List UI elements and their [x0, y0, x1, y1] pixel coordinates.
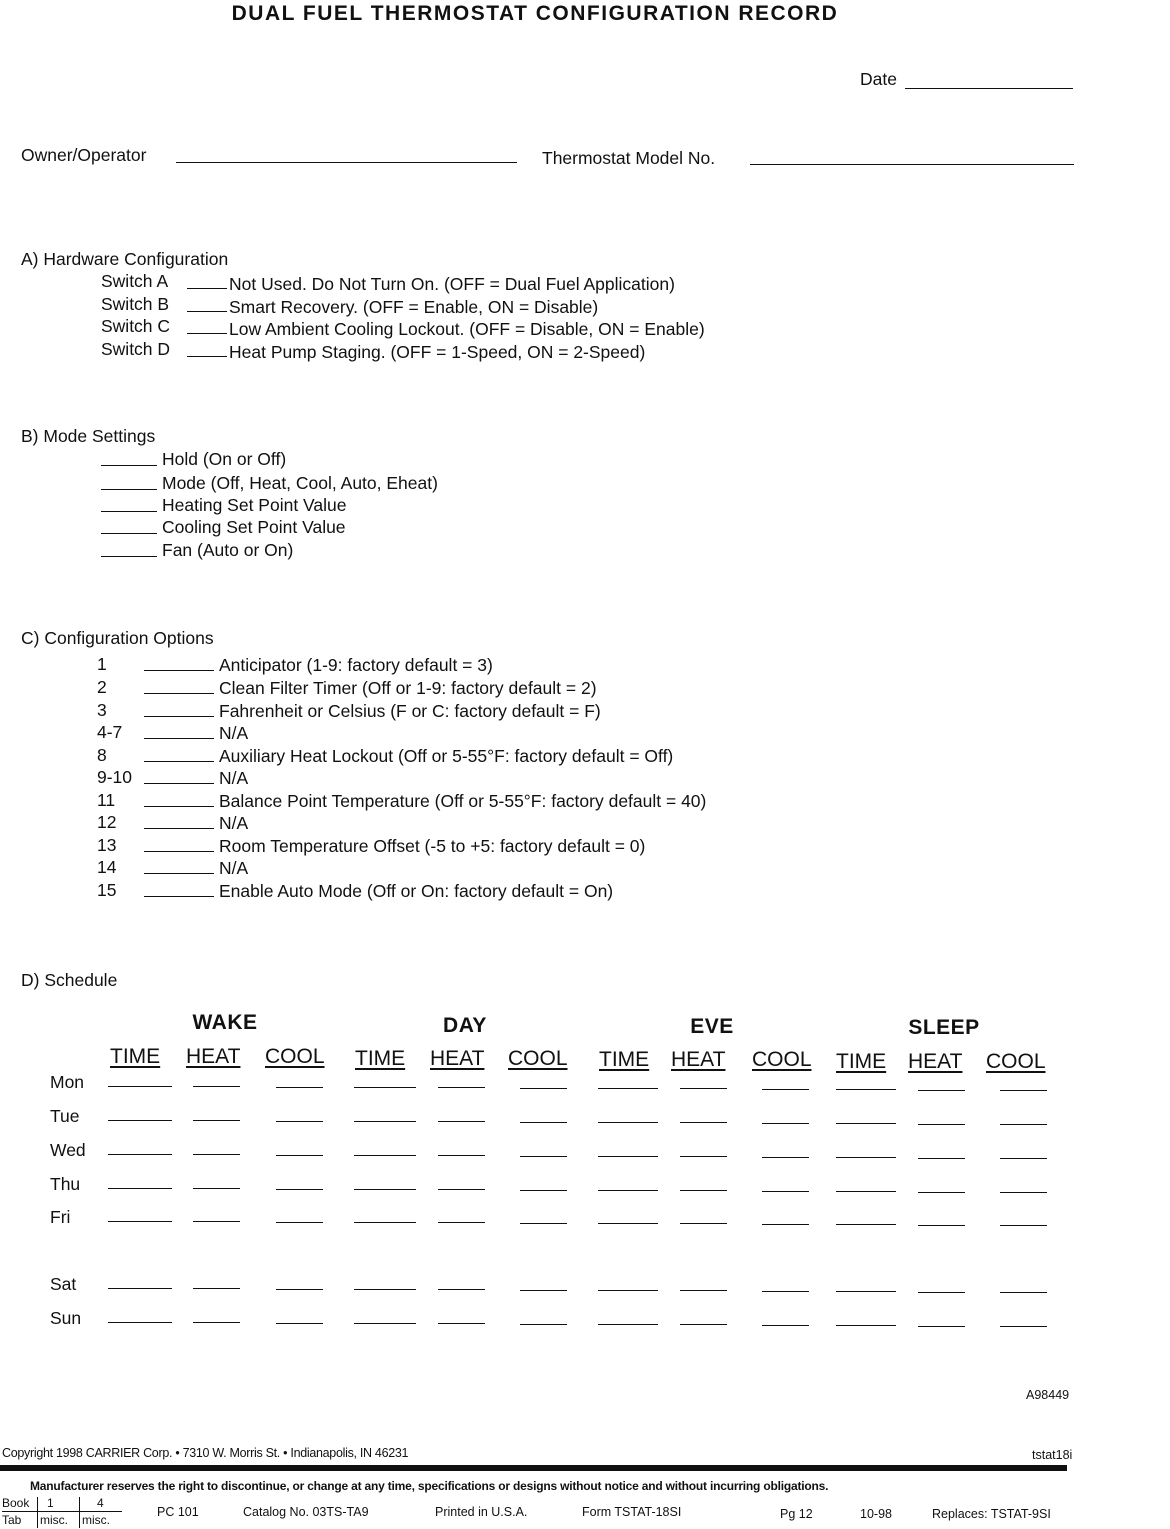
- mode-setting-field[interactable]: [101, 556, 157, 557]
- schedule-entry-field[interactable]: [1000, 1292, 1047, 1293]
- mode-setting-field[interactable]: [101, 533, 157, 534]
- schedule-entry-field[interactable]: [680, 1190, 727, 1191]
- schedule-entry-field[interactable]: [836, 1291, 896, 1292]
- schedule-entry-field[interactable]: [680, 1088, 727, 1089]
- model-label: Thermostat Model No.: [542, 148, 716, 168]
- schedule-entry-field[interactable]: [193, 1288, 240, 1289]
- page-number: Pg 12: [780, 1507, 813, 1521]
- schedule-period-eve: EVE: [690, 1015, 734, 1038]
- schedule-entry-field[interactable]: [762, 1157, 809, 1158]
- config-option-field[interactable]: [144, 806, 214, 807]
- config-option-number: 13: [97, 835, 117, 855]
- mode-setting-field[interactable]: [101, 465, 157, 466]
- config-option-description: Room Temperature Offset (-5 to +5: factory default = 0): [219, 836, 646, 856]
- schedule-entry-field[interactable]: [680, 1223, 727, 1224]
- schedule-entry-field[interactable]: [836, 1325, 896, 1326]
- schedule-entry-field[interactable]: [438, 1289, 485, 1290]
- schedule-entry-field[interactable]: [108, 1154, 172, 1155]
- schedule-entry-field[interactable]: [276, 1121, 323, 1122]
- schedule-period-day: DAY: [443, 1014, 487, 1037]
- schedule-period-wake: WAKE: [192, 1011, 258, 1034]
- mode-setting-description: Mode (Off, Heat, Cool, Auto, Eheat): [162, 473, 438, 493]
- config-option-number: 9-10: [97, 767, 133, 787]
- owner-field[interactable]: [176, 162, 517, 163]
- config-option-description: Enable Auto Mode (Off or On: factory default = On): [219, 881, 614, 901]
- mode-setting-description: Fan (Auto or On): [162, 540, 294, 560]
- schedule-entry-field[interactable]: [762, 1191, 809, 1192]
- switch-setting-field[interactable]: [187, 333, 227, 334]
- schedule-day-label: Wed: [50, 1140, 86, 1160]
- schedule-entry-field[interactable]: [193, 1188, 240, 1189]
- schedule-entry-field[interactable]: [520, 1290, 567, 1291]
- config-option-number: 8: [97, 745, 107, 765]
- config-option-field[interactable]: [144, 716, 214, 717]
- schedule-entry-field[interactable]: [354, 1222, 416, 1223]
- schedule-entry-field[interactable]: [836, 1089, 896, 1090]
- schedule-entry-field[interactable]: [354, 1121, 416, 1122]
- schedule-entry-field[interactable]: [680, 1156, 727, 1157]
- schedule-entry-field[interactable]: [354, 1087, 416, 1088]
- schedule-column-header: COOL: [265, 1045, 325, 1068]
- schedule-entry-field[interactable]: [276, 1323, 323, 1324]
- schedule-entry-field[interactable]: [762, 1224, 809, 1225]
- schedule-entry-field[interactable]: [108, 1188, 172, 1189]
- switch-label: Switch C: [101, 316, 171, 336]
- config-option-number: 14: [97, 857, 117, 877]
- book-tab-separator-2: [79, 1497, 80, 1528]
- schedule-column-header: HEAT: [908, 1050, 963, 1073]
- schedule-entry-field[interactable]: [1000, 1158, 1047, 1159]
- date-label: Date: [860, 69, 897, 89]
- schedule-column-header: TIME: [836, 1050, 887, 1073]
- copyright-text: Copyright 1998 CARRIER Corp. • 7310 W. Morris St. • Indianapolis, IN 46231: [2, 1446, 409, 1460]
- schedule-entry-field[interactable]: [598, 1088, 658, 1089]
- schedule-entry-field[interactable]: [108, 1288, 172, 1289]
- figure-id: A98449: [1026, 1388, 1070, 1402]
- schedule-entry-field[interactable]: [762, 1325, 809, 1326]
- schedule-entry-field[interactable]: [276, 1155, 323, 1156]
- schedule-day-label: Mon: [50, 1072, 85, 1092]
- config-option-description: N/A: [219, 723, 249, 743]
- schedule-entry-field[interactable]: [836, 1191, 896, 1192]
- schedule-entry-field[interactable]: [438, 1323, 485, 1324]
- schedule-entry-field[interactable]: [520, 1190, 567, 1191]
- schedule-entry-field[interactable]: [354, 1289, 416, 1290]
- schedule-day-label: Tue: [50, 1106, 80, 1126]
- config-option-field[interactable]: [144, 761, 214, 762]
- config-option-number: 4-7: [97, 722, 123, 742]
- switch-description: Heat Pump Staging. (OFF = 1-Speed, ON = 2-Speed): [229, 342, 646, 362]
- printed-in: Printed in U.S.A.: [435, 1505, 528, 1519]
- schedule-entry-field[interactable]: [598, 1324, 658, 1325]
- schedule-entry-field[interactable]: [918, 1225, 965, 1226]
- schedule-entry-field[interactable]: [918, 1326, 965, 1327]
- switch-label: Switch D: [101, 339, 171, 359]
- config-option-field[interactable]: [144, 693, 214, 694]
- mode-heading: B) Mode Settings: [21, 426, 156, 446]
- schedule-entry-field[interactable]: [193, 1322, 240, 1323]
- schedule-entry-field[interactable]: [918, 1124, 965, 1125]
- book-number-1: 1: [47, 1496, 54, 1510]
- switch-setting-field[interactable]: [187, 311, 227, 312]
- schedule-entry-field[interactable]: [836, 1224, 896, 1225]
- form-number: Form TSTAT-18SI: [582, 1505, 682, 1519]
- mode-setting-description: Heating Set Point Value: [162, 495, 347, 515]
- switch-setting-field[interactable]: [187, 288, 227, 289]
- schedule-entry-field[interactable]: [836, 1123, 896, 1124]
- schedule-entry-field[interactable]: [762, 1123, 809, 1124]
- config-option-number: 1: [97, 654, 107, 674]
- schedule-entry-field[interactable]: [762, 1291, 809, 1292]
- mode-setting-description: Cooling Set Point Value: [162, 517, 346, 537]
- book-label: Book: [2, 1496, 30, 1510]
- page-title: DUAL FUEL THERMOSTAT CONFIGURATION RECORD: [231, 2, 839, 25]
- schedule-entry-field[interactable]: [598, 1223, 658, 1224]
- schedule-entry-field[interactable]: [918, 1292, 965, 1293]
- config-option-field[interactable]: [144, 896, 214, 897]
- switch-setting-field[interactable]: [187, 356, 227, 357]
- schedule-entry-field[interactable]: [680, 1122, 727, 1123]
- schedule-entry-field[interactable]: [276, 1087, 323, 1088]
- schedule-entry-field[interactable]: [918, 1192, 965, 1193]
- schedule-entry-field[interactable]: [918, 1158, 965, 1159]
- config-heading: C) Configuration Options: [21, 628, 214, 648]
- schedule-day-label: Sun: [50, 1308, 82, 1328]
- schedule-entry-field[interactable]: [438, 1189, 485, 1190]
- schedule-entry-field[interactable]: [598, 1122, 658, 1123]
- schedule-entry-field[interactable]: [520, 1088, 567, 1089]
- catalog-number: Catalog No. 03TS-TA9: [243, 1505, 369, 1519]
- schedule-column-header: HEAT: [186, 1045, 241, 1068]
- config-option-description: N/A: [219, 858, 249, 878]
- schedule-entry-field[interactable]: [520, 1324, 567, 1325]
- schedule-entry-field[interactable]: [1000, 1326, 1047, 1327]
- schedule-entry-field[interactable]: [193, 1154, 240, 1155]
- schedule-entry-field[interactable]: [1000, 1225, 1047, 1226]
- schedule-column-header: HEAT: [430, 1047, 485, 1070]
- config-option-description: Fahrenheit or Celsius (F or C: factory default = F): [219, 701, 601, 721]
- schedule-column-header: TIME: [599, 1048, 650, 1071]
- schedule-entry-field[interactable]: [108, 1322, 172, 1323]
- config-option-description: N/A: [219, 813, 249, 833]
- config-option-field[interactable]: [144, 783, 214, 784]
- schedule-entry-field[interactable]: [1000, 1124, 1047, 1125]
- schedule-entry-field[interactable]: [762, 1089, 809, 1090]
- book-tab-separator-1: [37, 1497, 38, 1528]
- config-option-description: Clean Filter Timer (Off or 1-9: factory default = 2): [219, 678, 597, 698]
- schedule-entry-field[interactable]: [108, 1120, 172, 1121]
- tab-label: Tab: [2, 1513, 22, 1527]
- schedule-entry-field[interactable]: [193, 1120, 240, 1121]
- schedule-entry-field[interactable]: [680, 1290, 727, 1291]
- config-option-description: N/A: [219, 768, 249, 788]
- schedule-entry-field[interactable]: [520, 1156, 567, 1157]
- schedule-entry-field[interactable]: [438, 1121, 485, 1122]
- schedule-entry-field[interactable]: [354, 1323, 416, 1324]
- schedule-column-header: COOL: [752, 1048, 812, 1071]
- schedule-entry-field[interactable]: [680, 1324, 727, 1325]
- schedule-entry-field[interactable]: [598, 1290, 658, 1291]
- schedule-entry-field[interactable]: [108, 1221, 172, 1222]
- schedule-entry-field[interactable]: [108, 1086, 172, 1087]
- tab-misc-1: misc.: [40, 1513, 68, 1527]
- mode-setting-description: Hold (On or Off): [162, 449, 287, 469]
- schedule-day-label: Thu: [50, 1174, 81, 1194]
- date-field[interactable]: [905, 88, 1073, 89]
- schedule-entry-field[interactable]: [598, 1190, 658, 1191]
- schedule-entry-field[interactable]: [438, 1222, 485, 1223]
- schedule-entry-field[interactable]: [520, 1223, 567, 1224]
- schedule-entry-field[interactable]: [276, 1289, 323, 1290]
- schedule-entry-field[interactable]: [193, 1221, 240, 1222]
- schedule-column-header: TIME: [110, 1045, 161, 1068]
- tab-misc-4: misc.: [82, 1513, 110, 1527]
- config-option-description: Auxiliary Heat Lockout (Off or 5-55°F: factory default = Off): [219, 746, 674, 766]
- schedule-column-header: HEAT: [671, 1048, 726, 1071]
- schedule-column-header: COOL: [508, 1047, 568, 1070]
- schedule-entry-field[interactable]: [836, 1157, 896, 1158]
- config-option-number: 3: [97, 700, 107, 720]
- schedule-entry-field[interactable]: [276, 1222, 323, 1223]
- book-tab-divider: [2, 1511, 122, 1512]
- config-option-field[interactable]: [144, 670, 214, 671]
- schedule-day-label: Fri: [50, 1207, 71, 1227]
- mode-setting-field[interactable]: [101, 511, 157, 512]
- switch-label: Switch B: [101, 294, 170, 314]
- schedule-entry-field[interactable]: [1000, 1090, 1047, 1091]
- replaces-form: Replaces: TSTAT-9SI: [932, 1507, 1051, 1521]
- schedule-period-sleep: SLEEP: [908, 1016, 980, 1039]
- schedule-entry-field[interactable]: [918, 1090, 965, 1091]
- schedule-entry-field[interactable]: [520, 1122, 567, 1123]
- pc-number: PC 101: [157, 1505, 199, 1519]
- schedule-entry-field[interactable]: [354, 1189, 416, 1190]
- config-option-number: 2: [97, 677, 107, 697]
- switch-description: Low Ambient Cooling Lockout. (OFF = Disable, ON = Enable): [229, 319, 705, 339]
- config-option-field[interactable]: [144, 873, 214, 874]
- schedule-heading: D) Schedule: [21, 970, 118, 990]
- form-date: 10-98: [860, 1507, 892, 1521]
- mode-setting-field[interactable]: [101, 489, 157, 490]
- config-option-number: 11: [97, 790, 116, 810]
- config-option-description: Anticipator (1-9: factory default = 3): [219, 655, 493, 675]
- config-option-number: 12: [97, 812, 117, 832]
- schedule-day-label: Sat: [50, 1274, 77, 1294]
- schedule-column-header: TIME: [355, 1047, 406, 1070]
- schedule-entry-field[interactable]: [276, 1189, 323, 1190]
- config-option-number: 15: [97, 880, 117, 900]
- model-field[interactable]: [750, 164, 1074, 165]
- schedule-entry-field[interactable]: [354, 1155, 416, 1156]
- file-tag: tstat18i: [1032, 1448, 1073, 1462]
- footer-rule: [0, 1465, 1067, 1471]
- switch-description: Not Used. Do Not Turn On. (OFF = Dual Fuel Application): [229, 274, 675, 294]
- hardware-heading: A) Hardware Configuration: [21, 249, 229, 269]
- book-number-4: 4: [97, 1496, 104, 1510]
- config-option-description: Balance Point Temperature (Off or 5-55°F: factory default = 40): [219, 791, 707, 811]
- schedule-entry-field[interactable]: [598, 1156, 658, 1157]
- config-option-field[interactable]: [144, 828, 214, 829]
- notice-text: Manufacturer reserves the right to discontinue, or change at any time, specifications or designs without notice and without incurring obligations.: [30, 1479, 829, 1493]
- schedule-entry-field[interactable]: [1000, 1192, 1047, 1193]
- switch-description: Smart Recovery. (OFF = Enable, ON = Disable): [229, 297, 599, 317]
- schedule-entry-field[interactable]: [438, 1155, 485, 1156]
- switch-label: Switch A: [101, 271, 169, 291]
- schedule-entry-field[interactable]: [193, 1086, 240, 1087]
- config-option-field[interactable]: [144, 851, 214, 852]
- schedule-entry-field[interactable]: [438, 1087, 485, 1088]
- schedule-column-header: COOL: [986, 1050, 1046, 1073]
- owner-label: Owner/Operator: [21, 145, 147, 165]
- config-option-field[interactable]: [144, 738, 214, 739]
